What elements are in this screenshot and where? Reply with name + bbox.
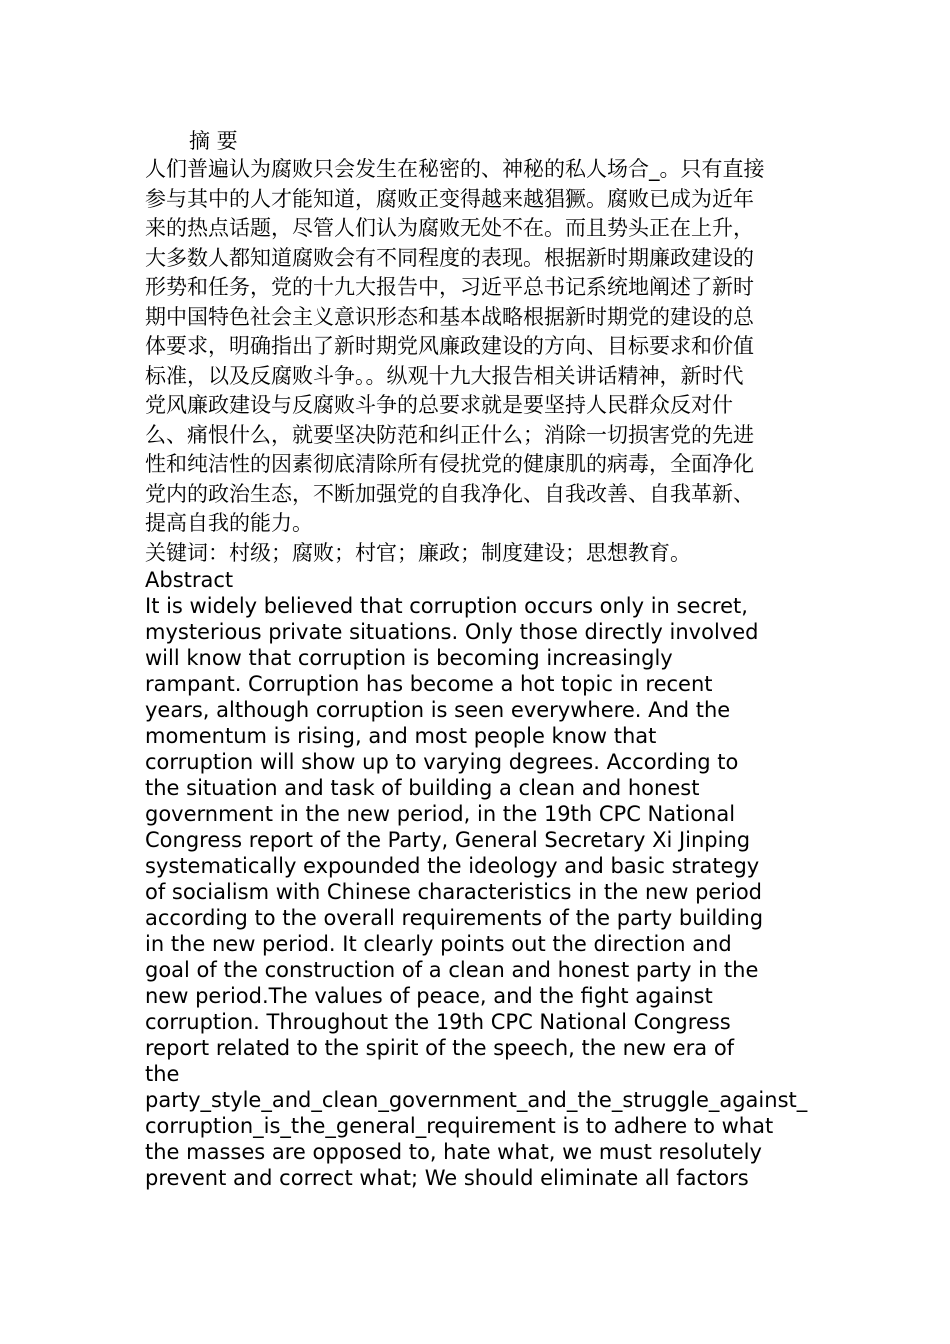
english-abstract-line: years, although corruption is seen everywhere. And the <box>145 697 731 722</box>
english-abstract-line: the masses are opposed to, hate what, we must resolutely <box>145 1139 762 1164</box>
chinese-abstract-line: 来的热点话题，尽管人们认为腐败无处不在。而且势头正在上升， <box>145 216 754 240</box>
english-abstract-line: government in the new period, in the 19th CPC National <box>145 801 736 826</box>
chinese-abstract-line: 期中国特色社会主义意识形态和基本战略根据新时期党的建设的总 <box>145 304 754 329</box>
chinese-abstract-line: 人们普遍认为腐败只会发生在秘密的、神秘的私人场合_。只有直接 <box>145 157 765 181</box>
chinese-abstract-line: 形势和任务，党的十九大报告中，习近平总书记系统地阐述了新时 <box>145 275 754 299</box>
english-abstract-line: corruption_is_the_general_requirement is to adhere to what <box>145 1113 774 1138</box>
document-page <box>145 128 825 1191</box>
chinese-abstract-heading: 摘 要 <box>189 129 238 153</box>
english-abstract-line: report related to the spirit of the speech, the new era of <box>145 1035 735 1060</box>
english-abstract-line: corruption. Throughout the 19th CPC National Congress <box>145 1009 731 1034</box>
english-abstract-line: momentum is rising, and most people know that <box>145 723 657 748</box>
chinese-abstract-line: 党风廉政建设与反腐败斗争的总要求就是要坚持人民群众反对什 <box>145 393 733 417</box>
english-abstract-line: of socialism with Chinese characteristics in the new period <box>145 879 762 904</box>
chinese-abstract-line: 性和纯洁性的因素彻底清除所有侵扰党的健康肌的病毒，全面净化 <box>145 452 754 476</box>
english-abstract-line: Congress report of the Party, General Secretary Xi Jinping <box>145 827 751 852</box>
english-abstract-line: party_style_and_clean_government_and_the_struggle_against_ <box>145 1087 808 1112</box>
english-abstract-line: in the new period. It clearly points out the direction and <box>145 931 732 956</box>
english-abstract-line: will know that corruption is becoming increasingly <box>145 645 673 670</box>
english-abstract-heading: Abstract <box>145 567 234 592</box>
chinese-abstract-line: 体要求，明确指出了新时期党风廉政建设的方向、目标要求和价值 <box>145 334 754 358</box>
keywords-line: 关键词：村级；腐败；村官；廉政；制度建设；思想教育。 <box>145 540 691 565</box>
english-abstract-line: new period.The values of peace, and the fight against <box>145 983 713 1008</box>
english-abstract-line: mysterious private situations. Only those directly involved <box>145 619 759 644</box>
chinese-abstract-line: 提高自我的能力。 <box>145 511 313 535</box>
chinese-abstract-line: 党内的政治生态，不断加强党的自我净化、自我改善、自我革新、 <box>145 481 754 506</box>
english-abstract-line: goal of the construction of a clean and honest party in the <box>145 957 759 982</box>
english-abstract-line: corruption will show up to varying degrees. According to <box>145 749 739 774</box>
english-abstract-line: according to the overall requirements of the party building <box>145 905 764 930</box>
english-abstract-line: the <box>145 1061 180 1086</box>
english-abstract-line: rampant. Corruption has become a hot topic in recent <box>145 671 713 696</box>
english-abstract-body <box>145 593 825 1191</box>
english-abstract-line: the situation and task of building a clean and honest <box>145 775 700 800</box>
english-abstract-line: prevent and correct what; We should eliminate all factors <box>145 1165 749 1190</box>
chinese-abstract-line: 参与其中的人才能知道，腐败正变得越来越猖獗。腐败已成为近年 <box>145 186 754 211</box>
english-abstract-line: It is widely believed that corruption occurs only in secret, <box>145 593 748 618</box>
chinese-abstract-line: 么、痛恨什么，就要坚决防范和纠正什么；消除一切损害党的先进 <box>145 422 754 447</box>
chinese-abstract-line: 标准，以及反腐败斗争。。纵观十九大报告相关讲话精神，新时代 <box>145 363 744 388</box>
english-abstract-line: systematically expounded the ideology and basic strategy <box>145 853 760 878</box>
chinese-abstract-body <box>145 155 825 539</box>
chinese-abstract-line: 大多数人都知道腐败会有不同程度的表现。根据新时期廉政建设的 <box>145 245 754 270</box>
